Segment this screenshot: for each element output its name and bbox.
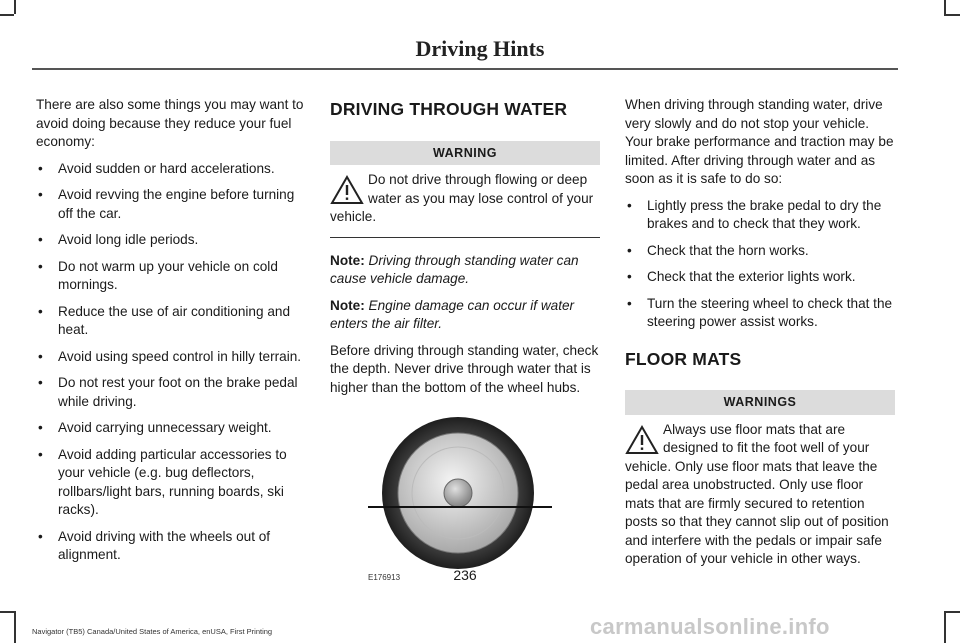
list-item: • Avoid sudden or hard accelerations.: [36, 160, 306, 179]
list-item: • Avoid adding particular accessories to your vehicle (e.g. bug deflectors, rollbars/light bars, running boards, ski racks).: [36, 446, 306, 520]
note-vehicle-damage: [330, 252, 600, 289]
crop-mark-bottom-right-v: [944, 611, 946, 643]
crop-mark-top-left-v: [14, 0, 16, 14]
warning-box: [330, 171, 600, 238]
watermark: carmanualsonline.info: [590, 614, 830, 639]
crop-mark-bottom-left-h: [0, 611, 14, 613]
figure-code: E176913: [368, 572, 401, 582]
crop-mark-bottom-right-h: [944, 611, 960, 613]
note-air-filter: [330, 297, 600, 334]
column-driving-through-water: [330, 96, 600, 582]
list-item: • Check that the horn works.: [625, 242, 895, 261]
note-label: Note:: [330, 297, 365, 313]
warning-text: Do not drive through flowing or deep water as you may lose control of your vehicle.: [330, 172, 594, 224]
list-item: • Check that the exterior lights work.: [625, 268, 895, 287]
column-fuel-economy: [36, 96, 306, 573]
after-water-list: [625, 197, 895, 332]
edition-footer: Navigator (TB5) Canada/United States of America, enUSA, First Printing: [32, 627, 273, 636]
water-depth-paragraph: Before driving through standing water, check the depth. Never drive through water that is higher than the bottom of the wheel hubs.: [330, 342, 599, 395]
warning-text: Always use floor mats that are designed to fit the foot well of your vehicle. Only use floor mats that leave the pedal area unobstructed. Only use floor mats that are firmly secured to retention posts so that they cannot slip out of position and interfere with the pedals or impair safe operation of your vehicle in other ways.: [625, 421, 889, 566]
warning-triangle-icon: [330, 175, 364, 205]
crop-mark-top-right-h: [944, 14, 960, 16]
page-number: 236: [453, 567, 477, 583]
after-water-intro: When driving through standing water, drive very slowly and do not stop your vehicle. Your brake performance and traction may be limited. After driving through water and as soon as it is safe to do so:: [625, 97, 894, 186]
list-item: • Avoid revving the engine before turning off the car.: [36, 186, 306, 223]
note-label: Note:: [330, 252, 365, 268]
note-text: Engine damage can occur if water enters the air filter.: [330, 297, 575, 331]
section-heading-water: DRIVING THROUGH WATER: [330, 99, 568, 119]
header-rule: [32, 68, 898, 70]
crop-mark-top-right-v: [944, 0, 946, 14]
list-item: • Do not rest your foot on the brake pedal while driving.: [36, 374, 306, 411]
list-item: • Do not warm up your vehicle on cold mornings.: [36, 258, 306, 295]
list-item: • Avoid long idle periods.: [36, 231, 306, 250]
fuel-economy-list: [36, 160, 306, 565]
crop-mark-top-left-h: [0, 14, 14, 16]
crop-mark-bottom-left-v: [14, 611, 16, 643]
wheel-hub-illustration: [368, 415, 588, 575]
wheel-figure: [368, 415, 588, 582]
list-item: • Reduce the use of air conditioning and heat.: [36, 303, 306, 340]
list-item: • Avoid using speed control in hilly terrain.: [36, 348, 306, 367]
list-item: • Turn the steering wheel to check that the steering power assist works.: [625, 295, 895, 332]
section-heading-floor-mats: FLOOR MATS: [625, 348, 742, 369]
warning-label: WARNING: [330, 141, 600, 166]
list-item: • Avoid carrying unnecessary weight.: [36, 419, 306, 438]
column-after-water: [625, 96, 895, 569]
list-item: • Lightly press the brake pedal to dry the brakes and to check that they work.: [625, 197, 895, 234]
list-item: • Avoid driving with the wheels out of alignment.: [36, 528, 306, 565]
warning-triangle-icon: [625, 425, 659, 455]
fuel-economy-intro: There are also some things you may want to avoid doing because they reduce your fuel economy:: [36, 97, 304, 149]
note-text: Driving through standing water can cause vehicle damage.: [330, 252, 579, 286]
page-title: Driving Hints: [415, 36, 545, 61]
warnings-label: WARNINGS: [625, 390, 895, 415]
floor-mats-warning: [625, 421, 895, 569]
